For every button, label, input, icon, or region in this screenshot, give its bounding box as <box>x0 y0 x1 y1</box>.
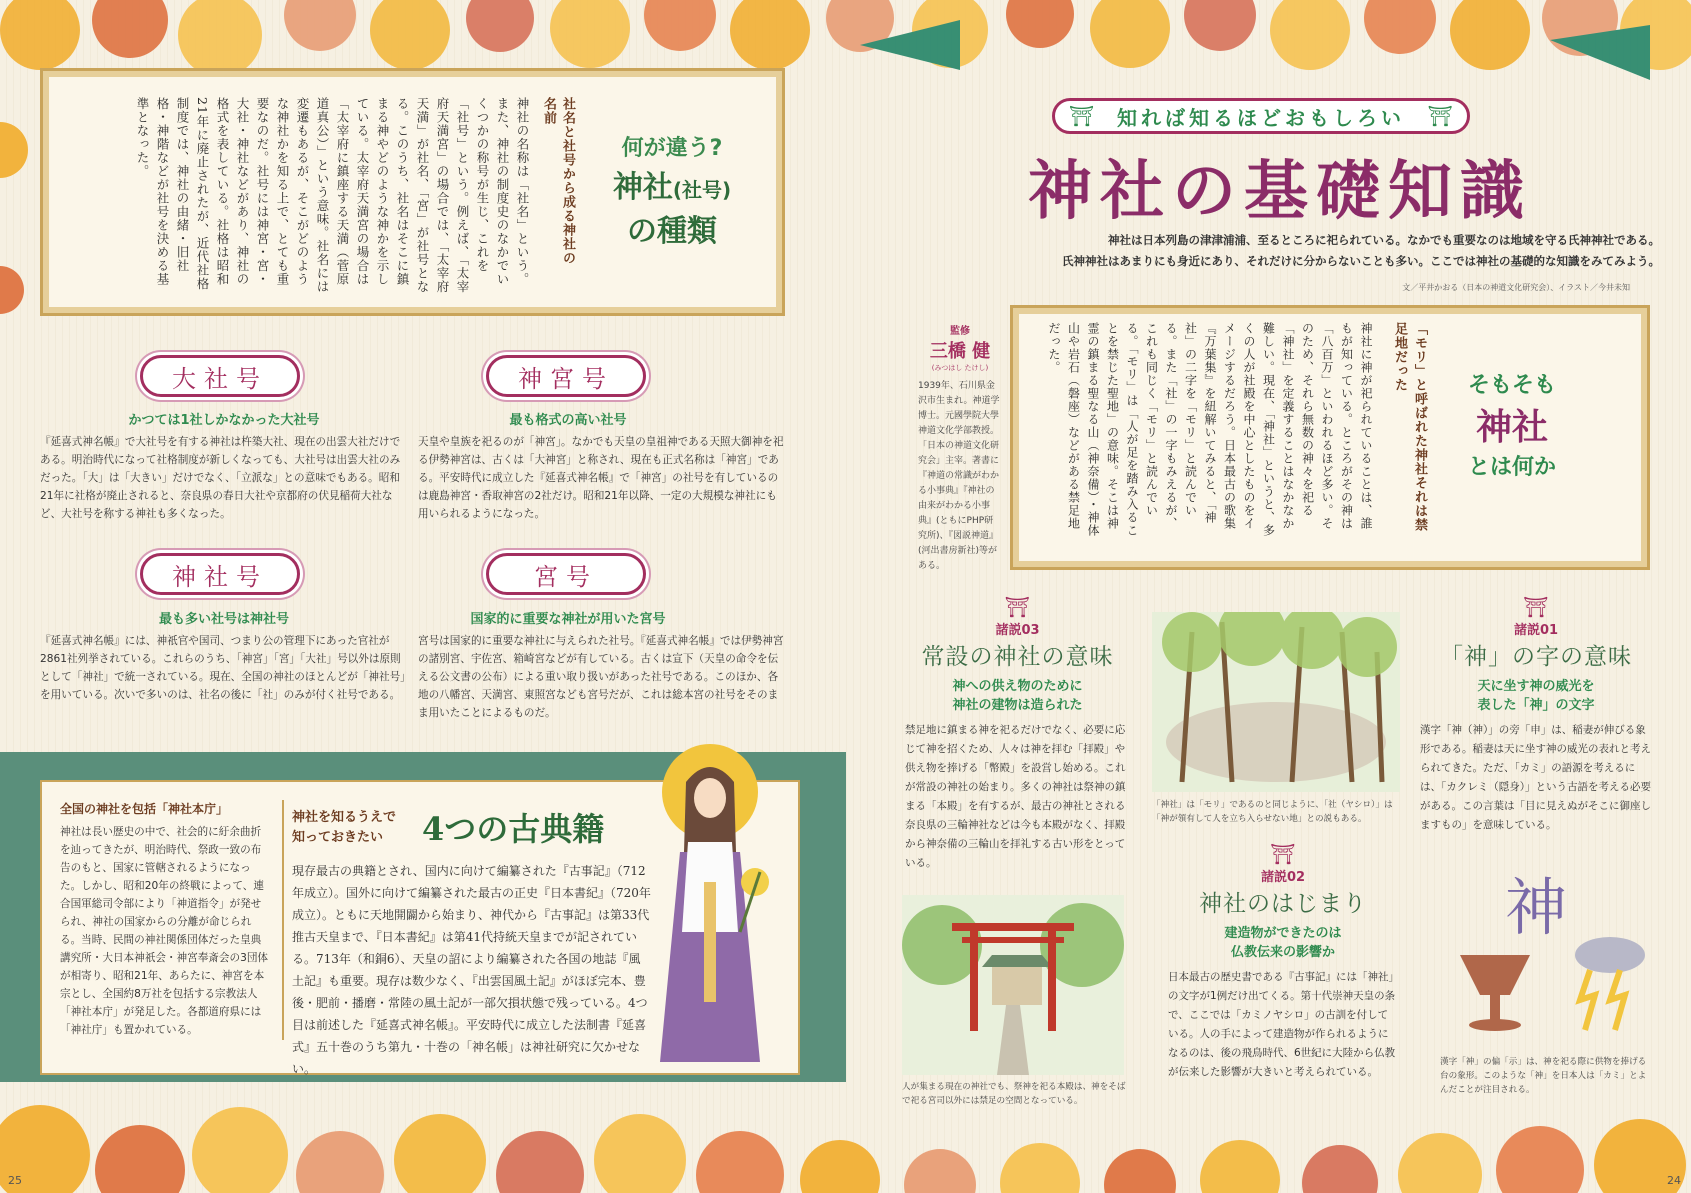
main-title: 神社の基礎知識 <box>1028 154 1532 229</box>
shrine-caption: 人が集まる現在の神社でも、祭神を祀る本殿は、神をそばで祀る宮司以外には禁足の空間となっている。 <box>902 1082 1126 1106</box>
offering-cup-and-lightning-illustration <box>1440 925 1650 1045</box>
theory-02-sub2: 仏教伝来の影響か <box>1230 945 1335 960</box>
honcho-text: 神社は長い歴史の中で、社会的に紆余曲折を辿ってきたが、明治時代、祭政一致の布告のもと、国家に管轄されるようになった。しかし、昭和20年の終戦によって、連合国軍総司令部により「神道指令」が発せられ、神社の国家からの分離が命じられる。当時、民間の神社関係団体だった皇典講究所・大日本神祇会・神宮奉斎会の3団体が相寄り、昭和21年、あらたに、神宮を本宗とし、全国約8万社を包括する宗教法人「神社本庁」が発足した。各都道府県には「神社庁」も置かれている。 <box>60 826 269 1036</box>
kami-kanji: 神 <box>1505 871 1568 944</box>
theory-03 <box>905 595 1130 873</box>
card-text: 『延喜式神名帳』で大社号を有する神社は杵築大社、現在の出雲大社だけである。明治時代になって社格制度が新しくなっても、大社号は出雲大社のみだった。「大」は「大きい」だけでなく、「立派な」との意味でもある。昭和21年に社格が廃止されると、奈良県の春日大社や京都府の伏見稲荷大社など、大社号を称する神社も多くなった。 <box>40 436 401 520</box>
shrine-maiden-illustration <box>620 732 800 1072</box>
card-subtitle: 国家的に重要な神社が用いた宮号 <box>470 612 666 627</box>
title-line2 <box>592 162 752 206</box>
classics-text: 現存最古の典籍とされ、国内に向けて編纂された『古事記』（712年成立）。国外に向けて編纂された最古の正史『日本書紀』（720年成立）。ともに天地開闢から始まり、神代から『古事記』は第33代推古天皇まで、『日本書紀』は第41代持統天皇までが記されている。713年（和銅6）、天皇の詔により編纂された各国の地誌『風土記』も重要。現存は数少なく、『出雲国風土記』がほぼ完本、豊後・肥前・播磨・常陸の風土記が一部欠損状態で残っている。4つ目は前述した『延喜式神名帳』。平安時代に成立した法制書『延喜式』五十巻のうち第九・十巻の「神名帳」は神社研究に欠かせない。 <box>292 864 651 1076</box>
theory-02-title: 神社のはじまり <box>1199 891 1367 917</box>
torii-icon: ⛩ <box>1427 104 1453 128</box>
title-shrine-paren: (社号) <box>672 178 732 202</box>
theory-02 <box>1168 842 1398 1082</box>
card-subtitle: 最も多い社号は神社号 <box>158 612 289 627</box>
theory-02-sub1: 建造物ができたのは <box>1224 926 1342 941</box>
theory-02-num: 諸説02 <box>1260 870 1306 885</box>
shrine-name-types-panel <box>40 68 785 316</box>
torii-icon: ⛩ <box>1069 104 1095 128</box>
theory-03-num: 諸説03 <box>995 623 1040 638</box>
classics-divider <box>282 800 284 1040</box>
lead-line-2: 氏神神社はあまりにも身近にあり、それだけに分からないことも多い。ここでは神社の基礎的な知識をみてみよう。 <box>1062 254 1660 268</box>
what-is-shrine-text: 神社に神が祀られていることは、誰もが知っている。ところがその神は「八百万」といわれるほど多い。そのため、それら無数の神々を祀る「神社」を定義することはなかなか難しい。現在、「神社」というと、多くの人が社殿を中心としたものをイメージするだろう。日本最古の歌集『万葉集』を紐解いてみると、「神社」の二字を「モリ」と読んでいる。また「社」の一字もみえるが、これも同じく「モリ」と読んでいる。「モリ」は「人が足を踏み入ることを禁じた聖地」の意味。そこは神霊の鎮まる聖なる山（神奈備）・神体山や岩石（磐座）などがある禁足地だった。 <box>1047 322 1373 537</box>
title-a: そもそも <box>1467 373 1556 398</box>
classics-title: 4つの古典籍 <box>422 810 605 848</box>
credit: 文／平井かおる（日本の神道文化研究会）、イラスト／今井未知 <box>1402 283 1630 292</box>
shrine-name-types-title <box>592 131 752 250</box>
card-label: 大社号 <box>140 355 300 397</box>
kami-caption: 漢字「神」の偏「示」は、神を祀る際に供物を捧げる台の象形。このような「神」を日本人は「カミ」とよんだことが注目される。 <box>1440 1057 1647 1095</box>
title-line1: 何が違う? <box>621 136 723 161</box>
floral-border-left <box>0 90 30 790</box>
shrine-gate-illustration <box>902 895 1124 1075</box>
card-miya <box>418 548 786 733</box>
shrine-name-types-text: 神社の名称は「社名」という。また、神社の制度史のなかでいくつかの称号が生じ、これを「社号」という。例えば、「太宰府天満宮」の場合では、「太宰府天満」が社名、「宮」が社号となる。このうち、社名はそこに鎮まる神やどのような神かを示している。太宰府天満宮の場合は「太宰府に鎮座する天満（菅原道真公）」という意味。社名には変遷もあるが、そこがどのような神社かを知る上で、とても重要なのだ。社号には神宮・宮・大社・神社などがあり、神社の格式を表している。社格は昭和21年に廃止されたが、近代社格制度では、神社の由緒・旧社格・神階などが社号を決める基準となった。 <box>135 97 530 294</box>
theory-01-num: 諸説01 <box>1513 623 1559 638</box>
supervisor <box>918 322 1002 574</box>
theory-01 <box>1420 595 1652 835</box>
floral-border-bottom <box>0 1075 1691 1193</box>
title-c: とは何か <box>1467 455 1556 480</box>
card-subtitle: かつては1社しかなかった大社号 <box>128 413 320 428</box>
forest-caption: 「神社」は「モリ」であるのと同じように、「社（ヤシロ）」は「神が領有して人を立ち入らせない地」との説もある。 <box>1152 800 1393 824</box>
lead-line-1: 神社は日本列島の津津浦浦、至るところに祀られている。なかでも重要なのは地域を守る氏神神社である。 <box>1108 233 1660 247</box>
card-text: 天皇や皇族を祀るのが「神宮」。なかでも天皇の皇祖神である天照大御神を祀る伊勢神宮は、古くは「大神宮」と称され、現在も正式名称は「神宮」である。平安時代に成立した『延喜式神名帳』で「神宮」の社号を有しているのは鹿島神宮・香取神宮の2社だけ。昭和21年以降、一定の大規模な神社にも用いられるようになった。 <box>418 436 784 520</box>
classics-header <box>292 800 652 854</box>
torii-icon: ⛩ <box>1270 842 1296 866</box>
classics-section <box>0 752 846 1082</box>
card-taisha <box>40 345 408 530</box>
card-text: 宮号は国家的に重要な神社に与えられた社号。『延喜式神名帳』では伊勢神宮の諸別宮、宇佐宮、箱崎宮などが有している。古くは宣下（天皇の命令を伝える公文書の公布）による重い取り扱いがあった社号である。このほか、各地の八幡宮、天満宮、東照宮なども宮号だが、これは総本宮の社号をそのまま用いたことによるものだ。 <box>418 635 784 719</box>
theory-02-text: 日本最古の歴史書である『古事記』には「神社」の文字が1例だけ出てくる。第十代崇神天皇の条で、ここでは「カミノヤシロ」の古訓を付している。人の手によって建造物が作られるようになるのは、後の飛鳥時代、6世紀に大陸から仏教が伝来した影響が大きいと考えられている。 <box>1168 971 1396 1078</box>
theory-03-text: 禁足地に鎮まる神を祀るだけでなく、必要に応じて神を招くため、人々は神を拝む「拝殿」や供え物を捧げる「幣殿」を設営し始める。これが常設の神社の始まり。多くの神社は祭神の鎮まる「本殿」を有するが、最古の神社とされる奈良県の三輪神社などは今も本殿がなく、拝殿から神奈備の三輪山を拝礼する古い形をとっている。 <box>905 724 1126 869</box>
supervisor-name: 三橋 健 <box>929 341 991 362</box>
classics-pre1: 神社を知るうえで <box>292 810 397 825</box>
honcho-title: 全国の神社を包括「神社本庁」 <box>60 802 229 816</box>
card-label: 神宮号 <box>486 355 646 397</box>
card-jingu <box>418 345 786 530</box>
what-is-shrine-title <box>1437 368 1587 481</box>
supervisor-label: 監修 <box>950 326 970 337</box>
shrine-name-types-heading: 社名と社号から成る神社の名前 <box>541 97 575 265</box>
what-is-shrine-heading: 「モリ」と呼ばれた神社それは禁足地だった <box>1392 322 1427 532</box>
title-b: 神社 <box>1475 407 1548 448</box>
title-shrine: 神社 <box>612 170 673 205</box>
title-line3: の種類 <box>627 214 717 249</box>
theory-03-sub1: 神への供え物のために <box>952 679 1083 694</box>
torii-icon: ⛩ <box>1523 595 1549 619</box>
theory-03-sub2: 神社の建物は造られた <box>952 698 1083 713</box>
card-subtitle: 最も格式の高い社号 <box>509 413 627 428</box>
page-number-right: 24 <box>1667 1174 1681 1187</box>
theory-01-sub2: 表した「神」の文字 <box>1477 698 1595 713</box>
banner-text: 知れば知るほどおもしろい <box>1117 105 1405 130</box>
what-is-shrine-panel <box>1010 305 1650 570</box>
card-label: 神社号 <box>140 553 300 595</box>
theory-01-text: 漢字「神（神）」の旁「申」は、稲妻が伸びる象形である。稲妻は天に坐す神の威光の表れと考えられてきた。ただ、「カミ」の語源を考えるには、「カクレミ（隠身）」という古語を考える必要がある。この言葉は「目に見えぬがそこに御座しますもの」を意味している。 <box>1420 724 1651 831</box>
card-label: 宮号 <box>486 553 646 595</box>
theory-03-title: 常設の神社の意味 <box>921 644 1114 670</box>
torii-icon: ⛩ <box>1004 595 1031 619</box>
theory-01-title: 「神」の字の意味 <box>1440 644 1632 670</box>
supervisor-kana: (みつはし たけし) <box>931 364 989 372</box>
page-number-left: 25 <box>8 1174 22 1187</box>
honcho-box <box>60 800 270 1039</box>
supervisor-bio: 1939年、石川県金沢市生まれ。神道学博士。元國學院大學神道文化学部教授。「日本の神道文化研究会」主宰。著書に『神道の常識がわかる小事典』『神社の由来がわかる小事典』(ともにPHP研究所)、『図説神道』(河出書房新社)等がある。 <box>918 381 1000 571</box>
forest-illustration <box>1152 612 1400 792</box>
card-text: 『延喜式神名帳』には、神祇官や国司、つまり公の管理下にあった官社が2861社列挙されている。これらのうち、「神宮」「宮」「大社」号以外は原則として「神社」で統一されている。現在、全国の神社のほとんどが「神社号」を用いている。次いで多いのは、社名の後に「社」のみが付く社号である。 <box>40 635 406 701</box>
card-jinja <box>40 548 408 733</box>
intro-banner <box>1052 98 1470 134</box>
classics-pre2: 知っておきたい <box>292 830 384 845</box>
theory-01-sub1: 天に坐す神の威光を <box>1477 679 1595 694</box>
